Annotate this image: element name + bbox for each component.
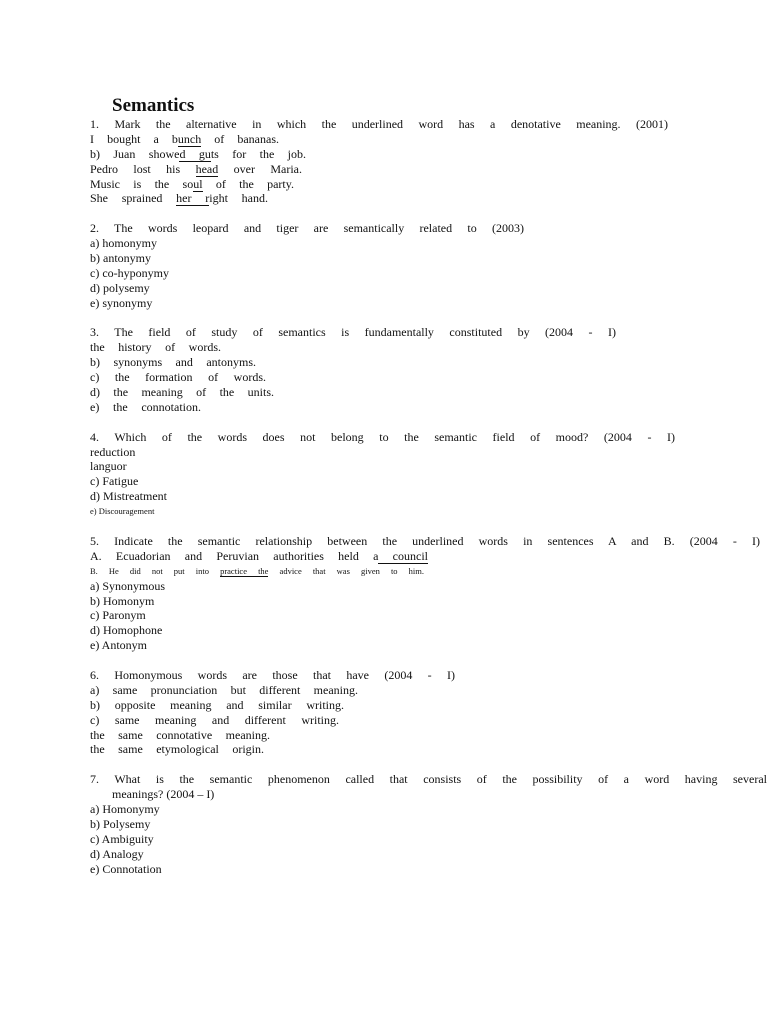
question-3-option-a: the history of words. bbox=[90, 340, 221, 355]
question-6-stem: 6. Homonymous words are those that have (2004 - I) bbox=[90, 667, 455, 682]
question-2-option-c: c) co-hyponymy bbox=[90, 265, 169, 280]
question-1-option-c: Pedro lost his head over Maria. bbox=[90, 161, 302, 176]
underlined-word: council bbox=[378, 548, 428, 563]
question-4-option-d: d) Mistreatment bbox=[90, 489, 167, 504]
question-7-option-b: b) Polysemy bbox=[90, 816, 151, 831]
question-1-option-e: She sprained her right hand. bbox=[90, 191, 268, 206]
underlined-word: practice the bbox=[220, 565, 269, 576]
underlined-word: her r bbox=[176, 191, 210, 206]
underlined-word: ul bbox=[193, 176, 203, 191]
question-7-option-c: c) Ambiguity bbox=[90, 831, 154, 846]
page-title: Semantics bbox=[112, 95, 195, 116]
question-2-option-d: d) polysemy bbox=[90, 280, 150, 295]
underlined-word: head bbox=[195, 161, 219, 176]
question-6-option-b: b) opposite meaning and similar writing. bbox=[90, 697, 344, 712]
question-5-option-c: c) Paronym bbox=[90, 608, 146, 623]
question-4-stem: 4. Which of the words does not belong to the semantic field of mood? (2004 - I) bbox=[90, 429, 675, 444]
question-6-option-e: the same etymological origin. bbox=[90, 742, 264, 757]
question-7-option-d: d) Analogy bbox=[90, 846, 144, 861]
question-7-option-a: a) Homonymy bbox=[90, 801, 160, 816]
question-5-stem: 5. Indicate the semantic relationship between the underlined words in sentences A and B. (2004 - I) bbox=[90, 533, 760, 548]
question-3-option-e: e) the connotation. bbox=[90, 399, 201, 414]
question-5-sentence-a: A. Ecuadorian and Peruvian authorities held a council bbox=[90, 548, 428, 563]
question-3-option-c: c) the formation of words. bbox=[90, 370, 266, 385]
question-4-option-e: e) Discouragement bbox=[90, 506, 155, 517]
worksheet-content bbox=[90, 117, 767, 876]
question-5-option-a: a) Synonymous bbox=[90, 578, 165, 593]
question-6-option-c: c) same meaning and different writing. bbox=[90, 712, 339, 727]
question-4-option-b: languor bbox=[90, 459, 127, 474]
question-2-option-a: a) homonymy bbox=[90, 236, 157, 251]
question-5-option-e: e) Antonym bbox=[90, 638, 147, 653]
question-4-option-c: c) Fatigue bbox=[90, 474, 139, 489]
question-7-stem-continued: meanings? (2004 – I) bbox=[112, 787, 215, 802]
question-5-option-b: b) Homonym bbox=[90, 593, 155, 608]
question-1-option-a: I bought a bunch of bananas. bbox=[90, 131, 279, 146]
question-7-stem: 7. What is the semantic phenomenon called that consists of the possibility of a word having several bbox=[90, 772, 767, 787]
question-2-option-e: e) synonymy bbox=[90, 295, 153, 310]
question-3-option-d: d) the meaning of the units. bbox=[90, 385, 274, 400]
question-6-option-a: a) same pronunciation but different meaning. bbox=[90, 682, 358, 697]
question-4-option-a: reduction bbox=[90, 444, 136, 459]
question-5-option-d: d) Homophone bbox=[90, 623, 163, 638]
question-7-option-e: e) Connotation bbox=[90, 861, 162, 876]
question-2-stem: 2. The words leopard and tiger are semantically related to (2003) bbox=[90, 221, 524, 236]
question-1-option-d: Music is the soul of the party. bbox=[90, 176, 294, 191]
question-3-stem: 3. The field of study of semantics is fundamentally constituted by (2004 - I) bbox=[90, 325, 616, 340]
question-5-sentence-b: B. He did not put into practice the advice that was given to him. bbox=[90, 565, 424, 576]
question-1-stem: 1. Mark the alternative in which the underlined word has a denotative meaning. (2001) bbox=[90, 117, 668, 131]
underlined-word: unch bbox=[177, 131, 202, 146]
underlined-word: d gu bbox=[179, 146, 211, 161]
question-3-option-b: b) synonyms and antonyms. bbox=[90, 355, 256, 370]
question-2-option-b: b) antonymy bbox=[90, 251, 151, 266]
question-1-option-b: b) Juan showed guts for the job. bbox=[90, 146, 306, 161]
question-6-option-d: the same connotative meaning. bbox=[90, 727, 270, 742]
